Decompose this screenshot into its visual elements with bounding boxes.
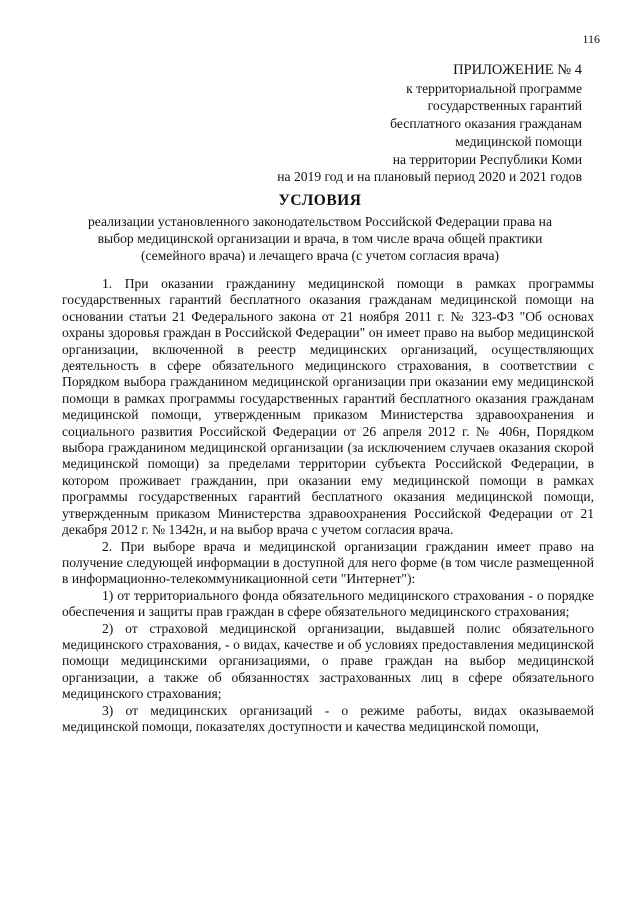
document-subtitle: реализации установленного законодательством Российской Федерации права на выбор медицинской организации и врача, в том числе врача общей практики (семейного врача) и лечащего врача (с учетом согласия врача) bbox=[88, 214, 552, 263]
appendix-line: государственных гарантий bbox=[427, 98, 582, 114]
appendix-line: на 2019 год и на плановый период 2020 и 2021 годов bbox=[277, 169, 582, 185]
document-body bbox=[62, 276, 594, 735]
appendix-line: медицинской помощи bbox=[455, 133, 582, 149]
paragraph: 2. При выборе врача и медицинской организации гражданин имеет право на получение следующей информации в доступной для него форме (в том числе размещенной в информационно-телекоммуникационной сети "Интернет"): bbox=[62, 538, 594, 587]
document-title: УСЛОВИЯ bbox=[278, 192, 362, 209]
appendix-block bbox=[162, 62, 582, 186]
appendix-line: бесплатного оказания гражданам bbox=[390, 116, 582, 132]
paragraph: 1) от территориального фонда обязательного медицинского страхования - о порядке обеспечения и защиты прав граждан в сфере обязательного медицинского страхования; bbox=[62, 587, 594, 620]
appendix-line: на территории Республики Коми bbox=[392, 151, 582, 167]
paragraph: 3) от медицинских организаций - о режиме работы, видах оказываемой медицинской помощи, показателях доступности и качества медицинской помощи, bbox=[62, 702, 594, 734]
appendix-heading: ПРИЛОЖЕНИЕ № 4 bbox=[453, 62, 582, 78]
paragraph: 1. При оказании гражданину медицинской помощи в рамках программы государственных гарантий бесплатного оказания гражданам медицинской помощи на основании статьи 21 Федерального закона от 21 ноября 2011 г. № 323-ФЗ "Об основах охраны здоровья граждан в Российской Федерации" он имеет право на выбор медицинской организации, включенной в реестр медицинских организаций, осуществляющих деятельность в сфере обязательного медицинского страхования, в соответствии с Порядком выбора гражданином медицинской организации при оказании ему медицинской помощи в рамках программы государственных гарантий бесплатного оказания гражданам медицинской помощи, утвержденным приказом Министерства здравоохранения и социального развития Российской Федерации от 26 апреля 2012 г. № 406н, Порядком выбора гражданином медицинской организации (за исключением случаев оказания скорой медицинской помощи) за пределами территории субъекта Российской Федерации, в котором проживает гражданин, при оказании ему медицинской помощи в рамках программы государственных гарантий бесплатного оказания медицинской помощи, утвержденным приказом Министерства здравоохранения Российской Федерации от 21 декабря 2012 г. № 1342н, и на выбор врача с учетом согласия врача. bbox=[62, 276, 594, 538]
paragraph: 2) от страховой медицинской организации, выдавшей полис обязательного медицинского страхования, - о видах, качестве и об условиях предоставления медицинской помощи медицинскими организациями, о праве граждан на выбор медицинской организации, а также об обязанностях застрахованных лиц в сфере обязательного медицинского страхования; bbox=[62, 620, 594, 702]
page-number: 116 bbox=[582, 32, 600, 46]
appendix-line: к территориальной программе bbox=[406, 80, 582, 96]
